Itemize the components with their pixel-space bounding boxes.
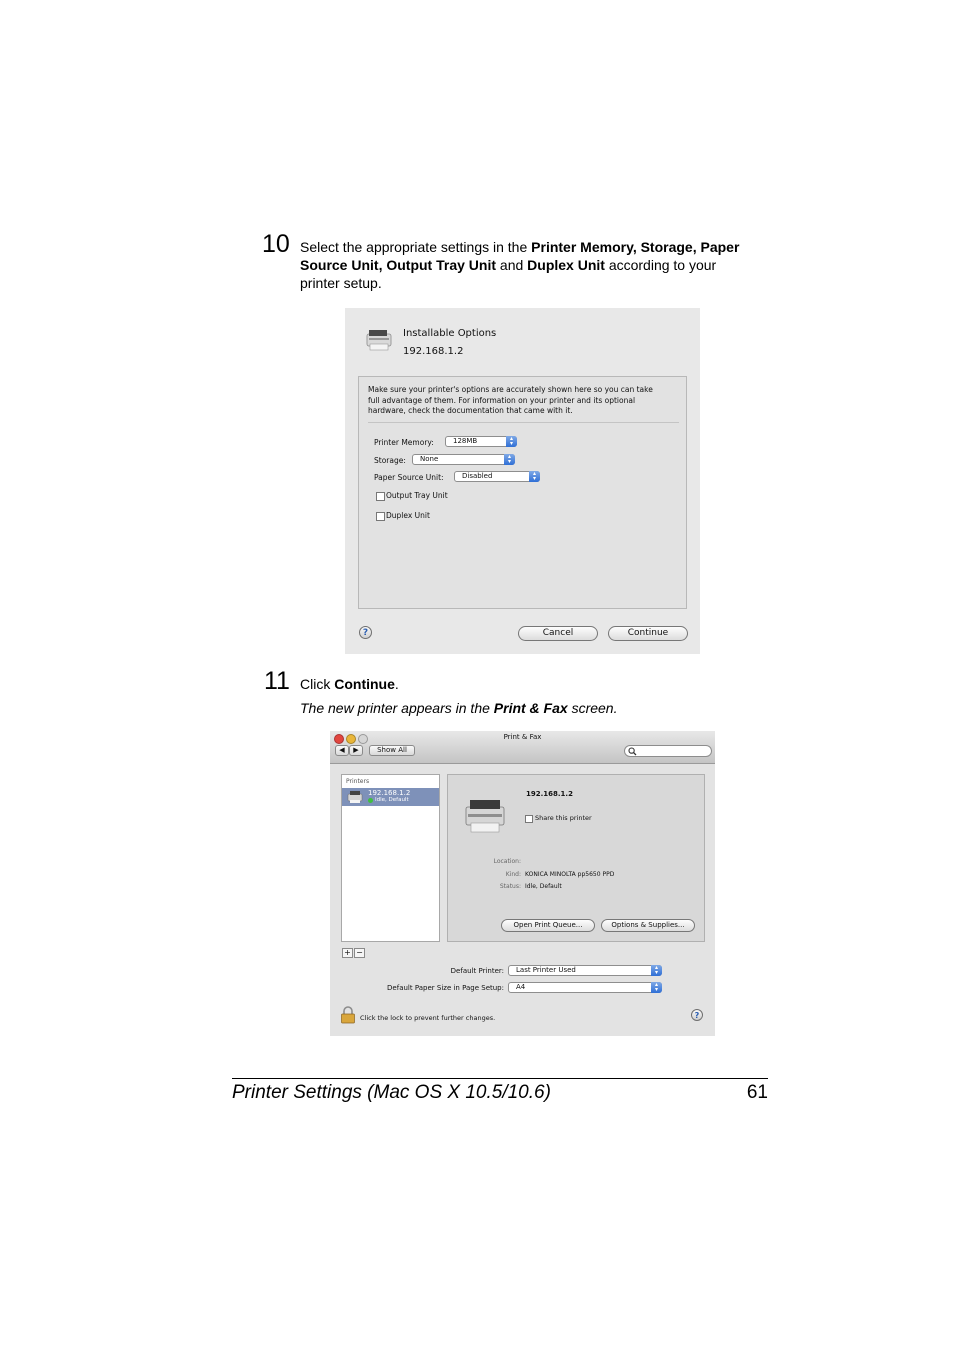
show-all-button[interactable]: Show All xyxy=(369,745,415,756)
printers-list xyxy=(341,774,440,942)
share-printer-checkbox[interactable] xyxy=(525,815,533,823)
continue-button[interactable]: Continue xyxy=(608,626,688,641)
share-printer-label: Share this printer xyxy=(535,814,592,822)
kind-label: Kind: xyxy=(505,871,521,878)
paper-source-label: Paper Source Unit: xyxy=(374,473,444,482)
stepper-arrows-icon: ▴ ▾ xyxy=(504,454,515,465)
printer-memory-value: 128MB xyxy=(453,437,478,445)
printer-memory-popup[interactable] xyxy=(445,436,517,447)
paper-size-popup[interactable] xyxy=(508,982,662,993)
intro-line: hardware, check the documentation that came with it. xyxy=(368,406,573,415)
text: Select the appropriate settings in the xyxy=(300,239,532,255)
intro-text xyxy=(368,385,683,417)
printer-icon xyxy=(347,790,363,804)
printer-icon xyxy=(364,328,394,352)
footer-title: Printer Settings (Mac OS X 10.5/10.6) xyxy=(232,1082,551,1103)
lock-message: Click the lock to prevent further changes. xyxy=(360,1014,496,1022)
kind-value: KONICA MINOLTA pp5650 PPD xyxy=(525,871,615,878)
default-printer-popup[interactable] xyxy=(508,965,662,976)
help-button[interactable]: ? xyxy=(691,1009,703,1021)
stepper-arrows-icon: ▴ ▾ xyxy=(651,965,662,976)
step-number-11: 11 xyxy=(264,667,290,695)
installable-options-dialog xyxy=(345,308,700,654)
footer-rule xyxy=(232,1078,768,1079)
status-value: Idle, Default xyxy=(525,883,562,890)
printer-memory-label: Printer Memory: xyxy=(374,438,434,447)
print-fax-window xyxy=(330,731,715,1036)
text-bold: Print & Fax xyxy=(493,700,568,716)
open-print-queue-button[interactable]: Open Print Queue... xyxy=(501,919,595,932)
step-number-10: 10 xyxy=(262,230,290,258)
text-bold: Printer Memory, Storage, Paper xyxy=(531,239,740,255)
default-printer-label: Default Printer: xyxy=(450,967,504,975)
printer-detail-pane xyxy=(447,774,705,942)
text: The new printer appears in the xyxy=(300,700,494,716)
intro-line: Make sure your printer's options are accurately shown here so you can take xyxy=(368,385,653,394)
stepper-arrows-icon: ▴ ▾ xyxy=(506,436,517,447)
add-printer-button[interactable]: + xyxy=(342,948,353,958)
step-10-instruction xyxy=(300,238,770,292)
status-dot-icon xyxy=(368,798,373,803)
lock-icon[interactable] xyxy=(340,1006,356,1024)
help-button[interactable]: ? xyxy=(359,626,372,639)
paper-source-popup[interactable] xyxy=(454,471,540,482)
printer-name: 192.168.1.2 xyxy=(368,789,411,797)
printer-status: Idle, Default xyxy=(375,797,409,803)
printer-ip: 192.168.1.2 xyxy=(403,346,464,357)
stepper-arrows-icon: ▴ ▾ xyxy=(529,471,540,482)
page-number: 61 xyxy=(746,1082,768,1103)
storage-popup[interactable] xyxy=(412,454,515,465)
text: Click xyxy=(300,676,335,692)
paper-size-value: A4 xyxy=(516,983,526,991)
cancel-button[interactable]: Cancel xyxy=(518,626,598,641)
duplex-label: Duplex Unit xyxy=(386,511,430,520)
storage-value: None xyxy=(420,455,439,463)
output-tray-label: Output Tray Unit xyxy=(386,491,448,500)
location-label: Location: xyxy=(493,858,521,865)
duplex-checkbox[interactable] xyxy=(376,512,385,521)
text: screen. xyxy=(567,700,618,716)
printer-detail-name: 192.168.1.2 xyxy=(526,790,573,798)
divider xyxy=(368,422,679,423)
options-panel xyxy=(358,376,687,609)
status-label: Status: xyxy=(499,883,521,890)
paper-source-value: Disabled xyxy=(462,472,493,480)
text-bold: Continue xyxy=(334,676,395,692)
text: and xyxy=(496,257,528,273)
search-input[interactable] xyxy=(624,745,712,757)
storage-label: Storage: xyxy=(374,456,406,465)
stepper-arrows-icon: ▴ ▾ xyxy=(651,982,662,993)
forward-button[interactable] xyxy=(349,745,363,756)
forward-arrow-icon: ▶ xyxy=(353,746,359,754)
text: . xyxy=(394,676,399,692)
remove-printer-button[interactable]: − xyxy=(354,948,365,958)
intro-line: full advantage of them. For information on your printer and its optional xyxy=(368,395,636,405)
text-bold: Duplex Unit xyxy=(527,257,605,273)
output-tray-checkbox[interactable] xyxy=(376,492,385,501)
back-arrow-icon: ◀ xyxy=(339,746,345,754)
paper-size-label: Default Paper Size in Page Setup: xyxy=(387,984,504,992)
dialog-title: Installable Options xyxy=(403,328,497,339)
options-supplies-button[interactable]: Options & Supplies... xyxy=(601,919,695,932)
text: according to your xyxy=(604,257,717,273)
step-11-instruction xyxy=(300,675,399,693)
default-printer-value: Last Printer Used xyxy=(516,966,576,974)
search-icon xyxy=(628,747,637,756)
window-titlebar xyxy=(330,731,715,764)
text-bold: Source Unit, Output Tray Unit xyxy=(300,257,497,273)
window-title: Print & Fax xyxy=(503,733,542,741)
printers-header: Printers xyxy=(346,778,370,785)
printer-large-icon xyxy=(462,797,508,835)
text: printer setup. xyxy=(300,275,382,291)
printer-list-item-selected[interactable] xyxy=(342,788,439,806)
back-button[interactable] xyxy=(335,745,349,756)
step-11-result xyxy=(300,699,618,717)
